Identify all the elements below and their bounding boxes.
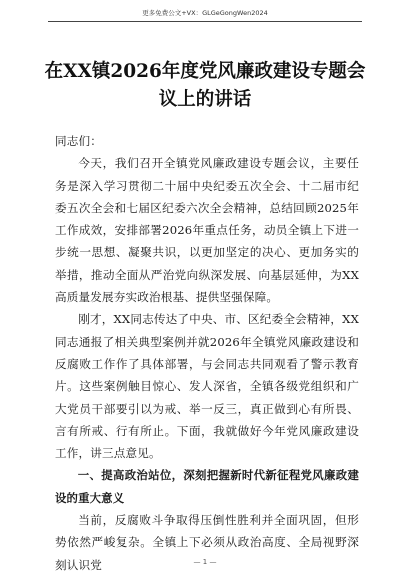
paragraph-3: 当前，反腐败斗争取得压倒性胜利并全面巩固，但形势依然严峻复杂。全镇上下必须从政治高度、全局视野深刻认识党 [55, 513, 359, 572]
section-heading-1: 一、提高政治站位，深刻把握新时代新征程党风廉政建设的重大意义 [55, 468, 359, 505]
document-title [0, 58, 410, 114]
title-line-2: 议上的讲话 [158, 89, 252, 110]
paragraph-1: 今天，我们召开全镇党风廉政建设专题会议，主要任务是深入学习贯彻二十届中央纪委五次全会、十二届市纪委五次全会和七届区纪委六次全会精神，总结回顾2025年工作成效，安排部署2026年重点任务，动员全镇上下进一步统一思想、凝聚共识，以更加坚定的决心、更加务实的举措，推动全面从严治党向纵深发展、向基层延伸，为XX高质量发展夯实政治根基、提供坚强保障。 [55, 156, 359, 305]
paragraph-2: 刚才，XX同志传达了中央、市、区纪委全会精神，XX同志通报了相关典型案例并就2026年全镇党风廉政建设和反腐败工作作了具体部署，与会同志共同观看了警示教育片。这些案例触目惊心、发人深省，全镇各级党组织和广大党员干部要引以为戒、举一反三，真正做到心有所畏、言有所戒、行有所止。下面，我就做好今年党风廉政建设工作，讲三点意见。 [55, 312, 359, 461]
title-line-1: 在XX镇2026年度党风廉政建设专题会 [44, 61, 366, 82]
header-divider [48, 21, 362, 22]
salutation: 同志们： [55, 134, 102, 148]
page-header: 更多免费公文+VX：GLGeGongWen2024 [142, 9, 268, 17]
page-number: — 1 — [193, 558, 217, 566]
document-body [55, 130, 359, 576]
